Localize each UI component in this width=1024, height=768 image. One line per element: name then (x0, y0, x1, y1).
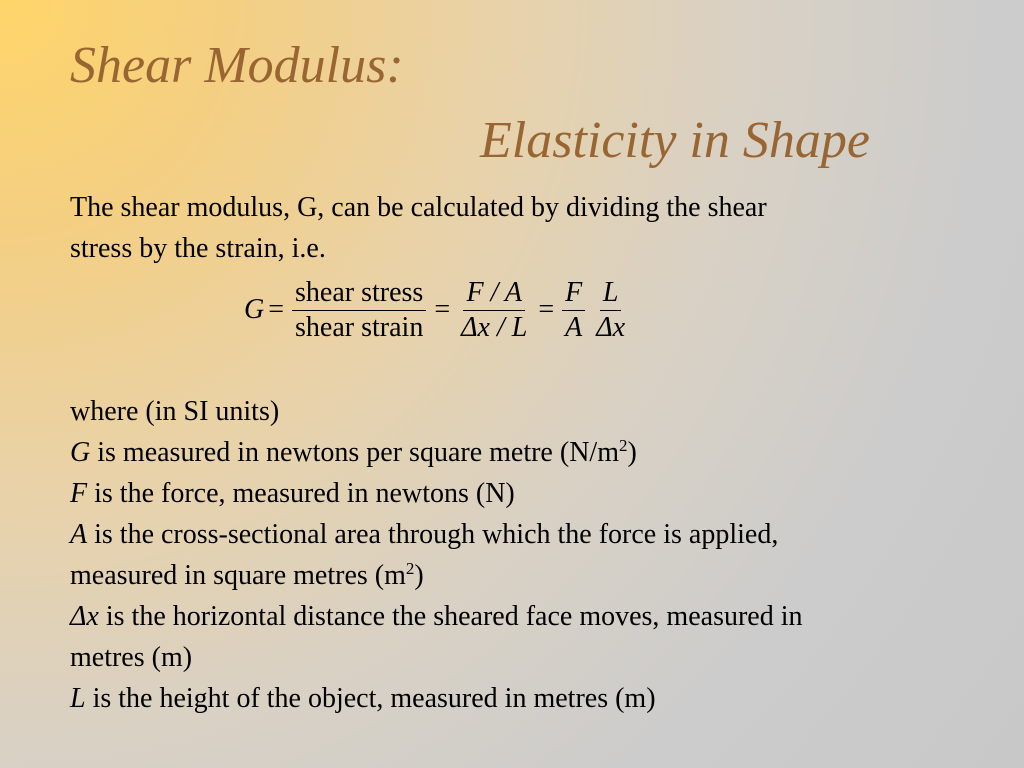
fraction-force-area (458, 276, 530, 345)
fraction-denominator: shear strain (295, 311, 424, 343)
superscript: 2 (618, 436, 628, 455)
definition-a-text: is the cross-sectional area through which the force is applied, (87, 519, 779, 550)
intro-paragraph (70, 187, 767, 269)
definitions-list (70, 391, 803, 719)
fraction-stress-strain (292, 276, 426, 345)
definition-g-text: is measured in newtons per square metre (N/m (90, 437, 619, 468)
fraction-numerator: F (562, 276, 585, 311)
definition-a-text-2: measured in square metres (m (70, 560, 406, 591)
formula-equals-2: = (434, 294, 451, 325)
definition-l-text: is the height of the object, measured in metres (m) (85, 683, 656, 714)
fraction-numerator: L (600, 276, 622, 311)
formula-lhs: G (244, 294, 265, 325)
symbol-f: F (70, 478, 88, 509)
definition-dx-text: is the horizontal distance the sheared face moves, measured in (98, 601, 803, 632)
symbol-g: G (70, 437, 91, 468)
fraction-f-over-a (562, 276, 585, 345)
definition-a (70, 514, 803, 555)
formula-equals-3: = (538, 294, 555, 325)
closing-paren: ) (627, 437, 637, 468)
definition-g (70, 432, 803, 473)
fraction-denominator: A (565, 311, 583, 343)
intro-line-1: The shear modulus, G, can be calculated by dividing the shear (70, 192, 767, 223)
definitions-header: where (in SI units) (70, 396, 280, 427)
symbol-l: L (70, 683, 86, 714)
definition-dx-continued: metres (m) (70, 642, 193, 673)
fraction-denominator: Δx (596, 311, 626, 343)
symbol-a: A (70, 519, 88, 550)
fraction-denominator: Δx / L (461, 311, 528, 343)
title-line-2: Elasticity in Shape (480, 112, 870, 169)
definition-dx (70, 596, 803, 637)
fraction-numerator: shear stress (292, 276, 426, 311)
formula-equals-1: = (268, 294, 285, 325)
definition-f (70, 473, 803, 514)
closing-paren: ) (414, 560, 424, 591)
superscript: 2 (405, 559, 415, 578)
definition-a-continued (70, 555, 803, 596)
title-line-1: Shear Modulus: (70, 37, 404, 94)
intro-line-2: stress by the strain, i.e. (70, 233, 326, 264)
definition-f-text: is the force, measured in newtons (N) (87, 478, 515, 509)
definition-l (70, 678, 803, 719)
symbol-dx: Δx (70, 601, 99, 632)
fraction-numerator: F / A (463, 276, 524, 311)
fraction-l-over-dx (593, 276, 628, 345)
shear-modulus-formula (244, 270, 632, 350)
